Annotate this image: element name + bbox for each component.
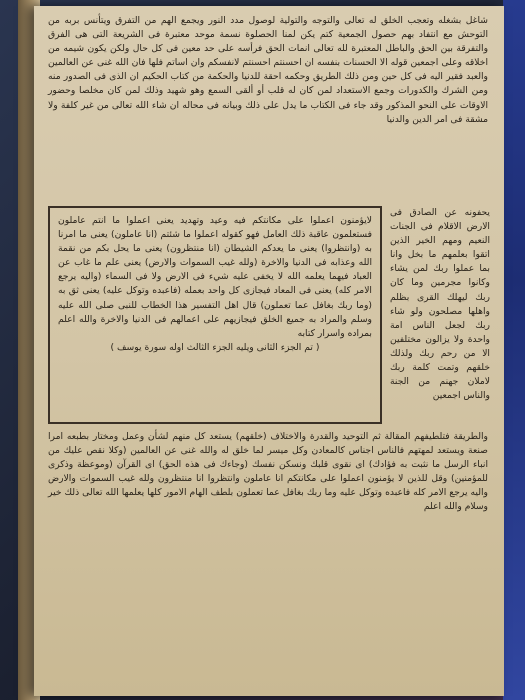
boxed-passage xyxy=(48,206,382,424)
blue-cloth xyxy=(503,0,525,700)
colophon-line: ( تم الجزء الثانى ويليه الجزء الثالث اوله سورة يوسف ) xyxy=(110,341,320,353)
top-paragraph: شاغل بشغله وتعجب الخلق له تعالى والتوجه والتولية لوصول مدد النور ويجمع الهم من التفرق ويتأنس بربه من التوحش مع انتفاد بهم حصول الجمعية كتم يكن لمنا الحصلوة نسمة موحد معتبرة فى الشريعة التى هى الفرق والتفرقة بين الحق والباطل المعتبرة لله تعالى انمات الحق فرأسه على حد معين فى كل حال ولكن يكون شيمه من اخلاقه وعلى اجمعين قوله الا الحسنات بنفسه ان احسنتم احسنتم لانفسكم وان اساتم فلها فان الله غنى عن العالمين والعبد فقير اليه فى كل حين ومن ذلك الطريق وحكمه احقة للدنيا والحكمة من كتاب الحكيم ان الذى فى الصدور منه ومن الشرك والكدورات وجمع الاستعداد لمن كان له قلب أو ألقى السمع وهو شهيد وذلك لمن كان مخلصا وحضور الاوقات على النحو المذكور وقد جاء فى الكتاب ما يدل على ذلك وبيانه فى محاله ان شاء الله تعالى من غير كلفة ولا مشقة فى امر الدين والدنيا xyxy=(48,15,488,125)
book-page xyxy=(34,6,504,696)
boxed-paragraph: لايؤمنون اعملوا على مكانتكم فيه وعيد وتهديد يعنى اعملوا ما انتم عاملون فستعلمون عاقبة ذلك العامل فهو كقوله اعملوا ما شئتم (انا عاملون) يعنى ما امرنا به (وانتظروا) يعنى ما يعدكم الشيطان (انا منتظرون) يعنى ما يحل بكم من نقمة الله وعذابه فى الدنيا والاخرة (ولله غيب السموات والارض) يعنى علم ما غاب عن العباد فيهما يعلمه الله لا يخفى عليه شيء فى الارض ولا فى السماء (واليه يرجع الامر كله) يعنى فى المعاد فيجازى كل واحد بعمله (فاعبده وتوكل عليه) يعنى ثق به (وما ربك بغافل عما تعملون) قال اهل التفسير هذا الخطاب للنبى صلى الله عليه وسلم والمراد به جميع الخلق فيجازيهم على اعمالهم فى الدنيا والاخرة والله اعلم بمراده واسرار كتابه xyxy=(58,215,372,339)
side-column: يحفونه عن الصادق فى الارض الاقلام فى الجنات النعيم ومهم الخير الذين اتقوا بعلمهم ما بخل وانا بما عملوا ربك لمن يشاء وكانوا مجرمين وما كان ربك ليهلك القرى بظلم واهلها مصلحون ولو شاء ربك لجعل الناس امة واحدة ولا يزالون مختلفين الا من رحم ربك ولذلك خلقهم وتمت كلمة ربك لاملان جهنم من الجنة والناس اجمعين xyxy=(390,207,490,402)
bottom-paragraph: والطريقة فتلطيفهم المقالة ثم التوحيد والقدرة والاختلاف (خلقهم) يستعد كل منهم لشأن وعمل ومختار بطبعه امرا صنعة ويستعد لمهتهم فالناس اجناس كالمعادن وكل ميسر لما خلق له والله غنى عن العالمين (وكلا نقص عليك من انباء الرسل ما نثبت به فؤادك) اى نقوى قلبك ونسكن نفسك (وجاءك فى هذه الحق) اى القرآن (وموعظة وذكرى للمؤمنين) وقل للذين لا يؤمنون اعملوا على مكانتكم انا عاملون وانتظروا انا منتظرون ولله غيب السموات والارض واليه يرجع الامر كله فاعبده وتوكل عليه وما ربك بغافل عما تعملون بلطف الهام الامور كلها يعلمها الله تعالى ذلك خير وسلام والله اعلم xyxy=(48,431,488,513)
